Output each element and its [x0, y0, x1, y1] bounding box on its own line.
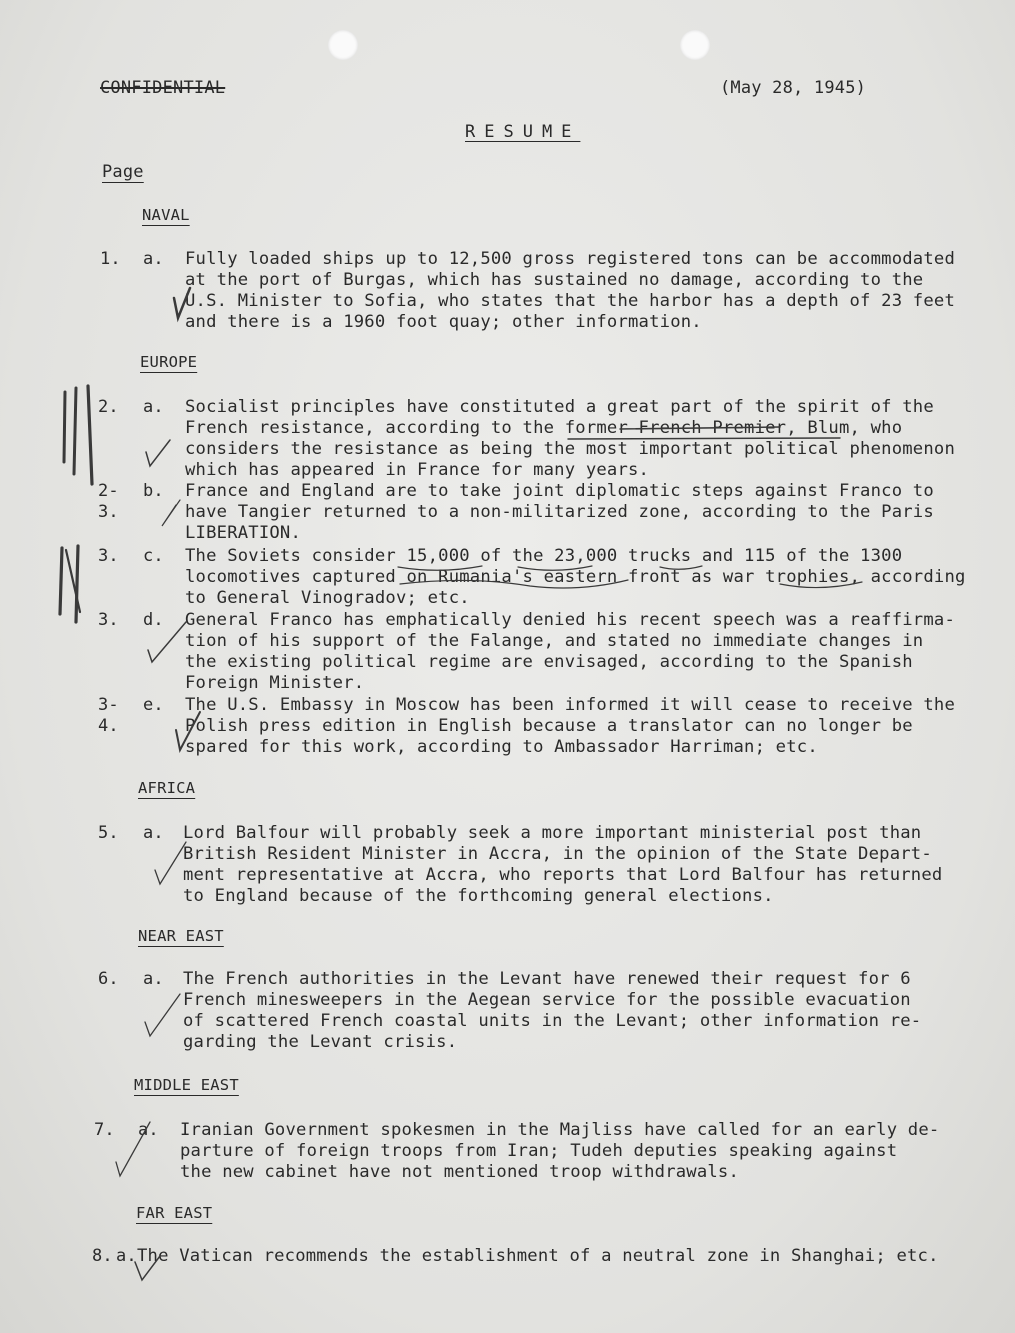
item-page-number: 3. — [98, 502, 119, 522]
page-column-label: Page — [102, 162, 144, 182]
item-page-number: 7. — [94, 1120, 115, 1140]
item-text-line: The French authorities in the Levant have renewed their request for 6 — [183, 969, 911, 989]
tally-mark-icon — [64, 392, 65, 462]
section-heading-africa: AFRICA — [138, 779, 196, 797]
item-letter: c. — [143, 546, 164, 566]
item-text-line: France and England are to take joint diplomatic steps against Franco to — [185, 481, 934, 501]
item-letter: d. — [143, 610, 164, 630]
item-text-line: locomotives captured on Rumania's eastern front as war trophies, according — [185, 567, 966, 587]
check-mark-icon — [145, 994, 180, 1036]
item-page-number: 6. — [98, 969, 119, 989]
item-page-number: 3. — [98, 610, 119, 630]
item-letter: a. — [143, 823, 164, 843]
item-text-line: to England because of the forthcoming general elections. — [183, 886, 774, 906]
item-text-line: Fully loaded ships up to 12,500 gross registered tons can be accommodated — [185, 249, 955, 269]
item-text-line: French minesweepers in the Aegean service for the possible evacuation — [183, 990, 911, 1010]
document-date: (May 28, 1945) — [720, 78, 867, 98]
item-text-line: to General Vinogradov; etc. — [185, 588, 470, 608]
item-text-line: General Franco has emphatically denied his recent speech was a reaffirma- — [185, 610, 955, 630]
item-page-number: 3. — [98, 546, 119, 566]
check-mark-icon — [155, 842, 186, 884]
section-heading-near-east: NEAR EAST — [138, 927, 224, 945]
tally-mark-icon — [76, 546, 78, 622]
punch-hole — [328, 30, 358, 60]
item-text-line: parture of foreign troops from Iran; Tudeh deputies speaking against — [180, 1141, 898, 1161]
item-text-line: Foreign Minister. — [185, 673, 365, 693]
item-letter: a. — [138, 1120, 159, 1140]
item-text-line: U.S. Minister to Sofia, who states that the harbor has a depth of 23 feet — [185, 291, 955, 311]
item-text-line: The U.S. Embassy in Moscow has been informed it will cease to receive the — [185, 695, 955, 715]
item-text-line: spared for this work, according to Ambassador Harriman; etc. — [185, 737, 818, 757]
check-mark-icon — [146, 440, 170, 466]
item-text-line: tion of his support of the Falange, and stated no immediate changes in — [185, 631, 924, 651]
item-page-number: 4. — [98, 716, 119, 736]
tally-mark-icon — [66, 550, 80, 612]
item-text-line: the new cabinet have not mentioned troop withdrawals. — [180, 1162, 740, 1182]
item-letter: a. — [116, 1246, 137, 1266]
item-text-line: have Tangier returned to a non-militarized zone, according to the Paris — [185, 502, 934, 522]
item-text-line: Socialist principles have constituted a great part of the spirit of the — [185, 397, 934, 417]
item-text-line: at the port of Burgas, which has sustained no damage, according to the — [185, 270, 924, 290]
tally-mark-icon — [74, 388, 76, 474]
item-page-number: 3- — [98, 695, 119, 715]
item-text-line: LIBERATION. — [185, 523, 302, 543]
item-text-line: British Resident Minister in Accra, in the opinion of the State Depart- — [183, 844, 932, 864]
item-page-number: 8. — [92, 1246, 113, 1266]
item-text-line: The Vatican recommends the establishment of a neutral zone in Shanghai; etc. — [137, 1246, 939, 1266]
punch-hole — [680, 30, 710, 60]
section-heading-europe: EUROPE — [140, 353, 198, 371]
item-text-line: Iranian Government spokesmen in the Majliss have called for an early de- — [180, 1120, 940, 1140]
item-text-line: of scattered French coastal units in the Levant; other information re- — [183, 1011, 922, 1031]
check-mark-icon — [162, 500, 180, 526]
classification-label: CONFIDENTIAL — [100, 78, 226, 98]
item-text-line: which has appeared in France for many years. — [185, 460, 650, 480]
item-letter: a. — [143, 969, 164, 989]
item-page-number: 2- — [98, 481, 119, 501]
item-text-line: The Soviets consider 15,000 of the 23,000 trucks and 115 of the 1300 — [185, 546, 903, 566]
item-text-line: garding the Levant crisis. — [183, 1032, 458, 1052]
item-text-line: the existing political regime are envisaged, according to the Spanish — [185, 652, 913, 672]
item-text-line: Lord Balfour will probably seek a more important ministerial post than — [183, 823, 922, 843]
tally-mark-icon — [88, 386, 92, 484]
item-letter: e. — [143, 695, 164, 715]
document-title: RESUME — [465, 122, 581, 142]
item-text-line: and there is a 1960 foot quay; other information. — [185, 312, 702, 332]
item-page-number: 5. — [98, 823, 119, 843]
item-page-number: 2. — [98, 397, 119, 417]
item-page-number: 1. — [100, 249, 121, 269]
item-letter: b. — [143, 481, 164, 501]
item-letter: a. — [143, 397, 164, 417]
tally-mark-icon — [60, 548, 62, 614]
section-heading-middle-east: MIDDLE EAST — [134, 1076, 239, 1094]
item-letter: a. — [143, 249, 164, 269]
item-text-line: Polish press edition in English because a translator can no longer be — [185, 716, 913, 736]
item-text-line: ment representative at Accra, who reports that Lord Balfour has returned — [183, 865, 943, 885]
section-heading-naval: NAVAL — [142, 206, 190, 224]
section-heading-far-east: FAR EAST — [136, 1204, 213, 1222]
item-text-line: French resistance, according to the former French Premier, Blum, who — [185, 418, 903, 438]
item-text-line: considers the resistance as being the most important political phenomenon — [185, 439, 955, 459]
